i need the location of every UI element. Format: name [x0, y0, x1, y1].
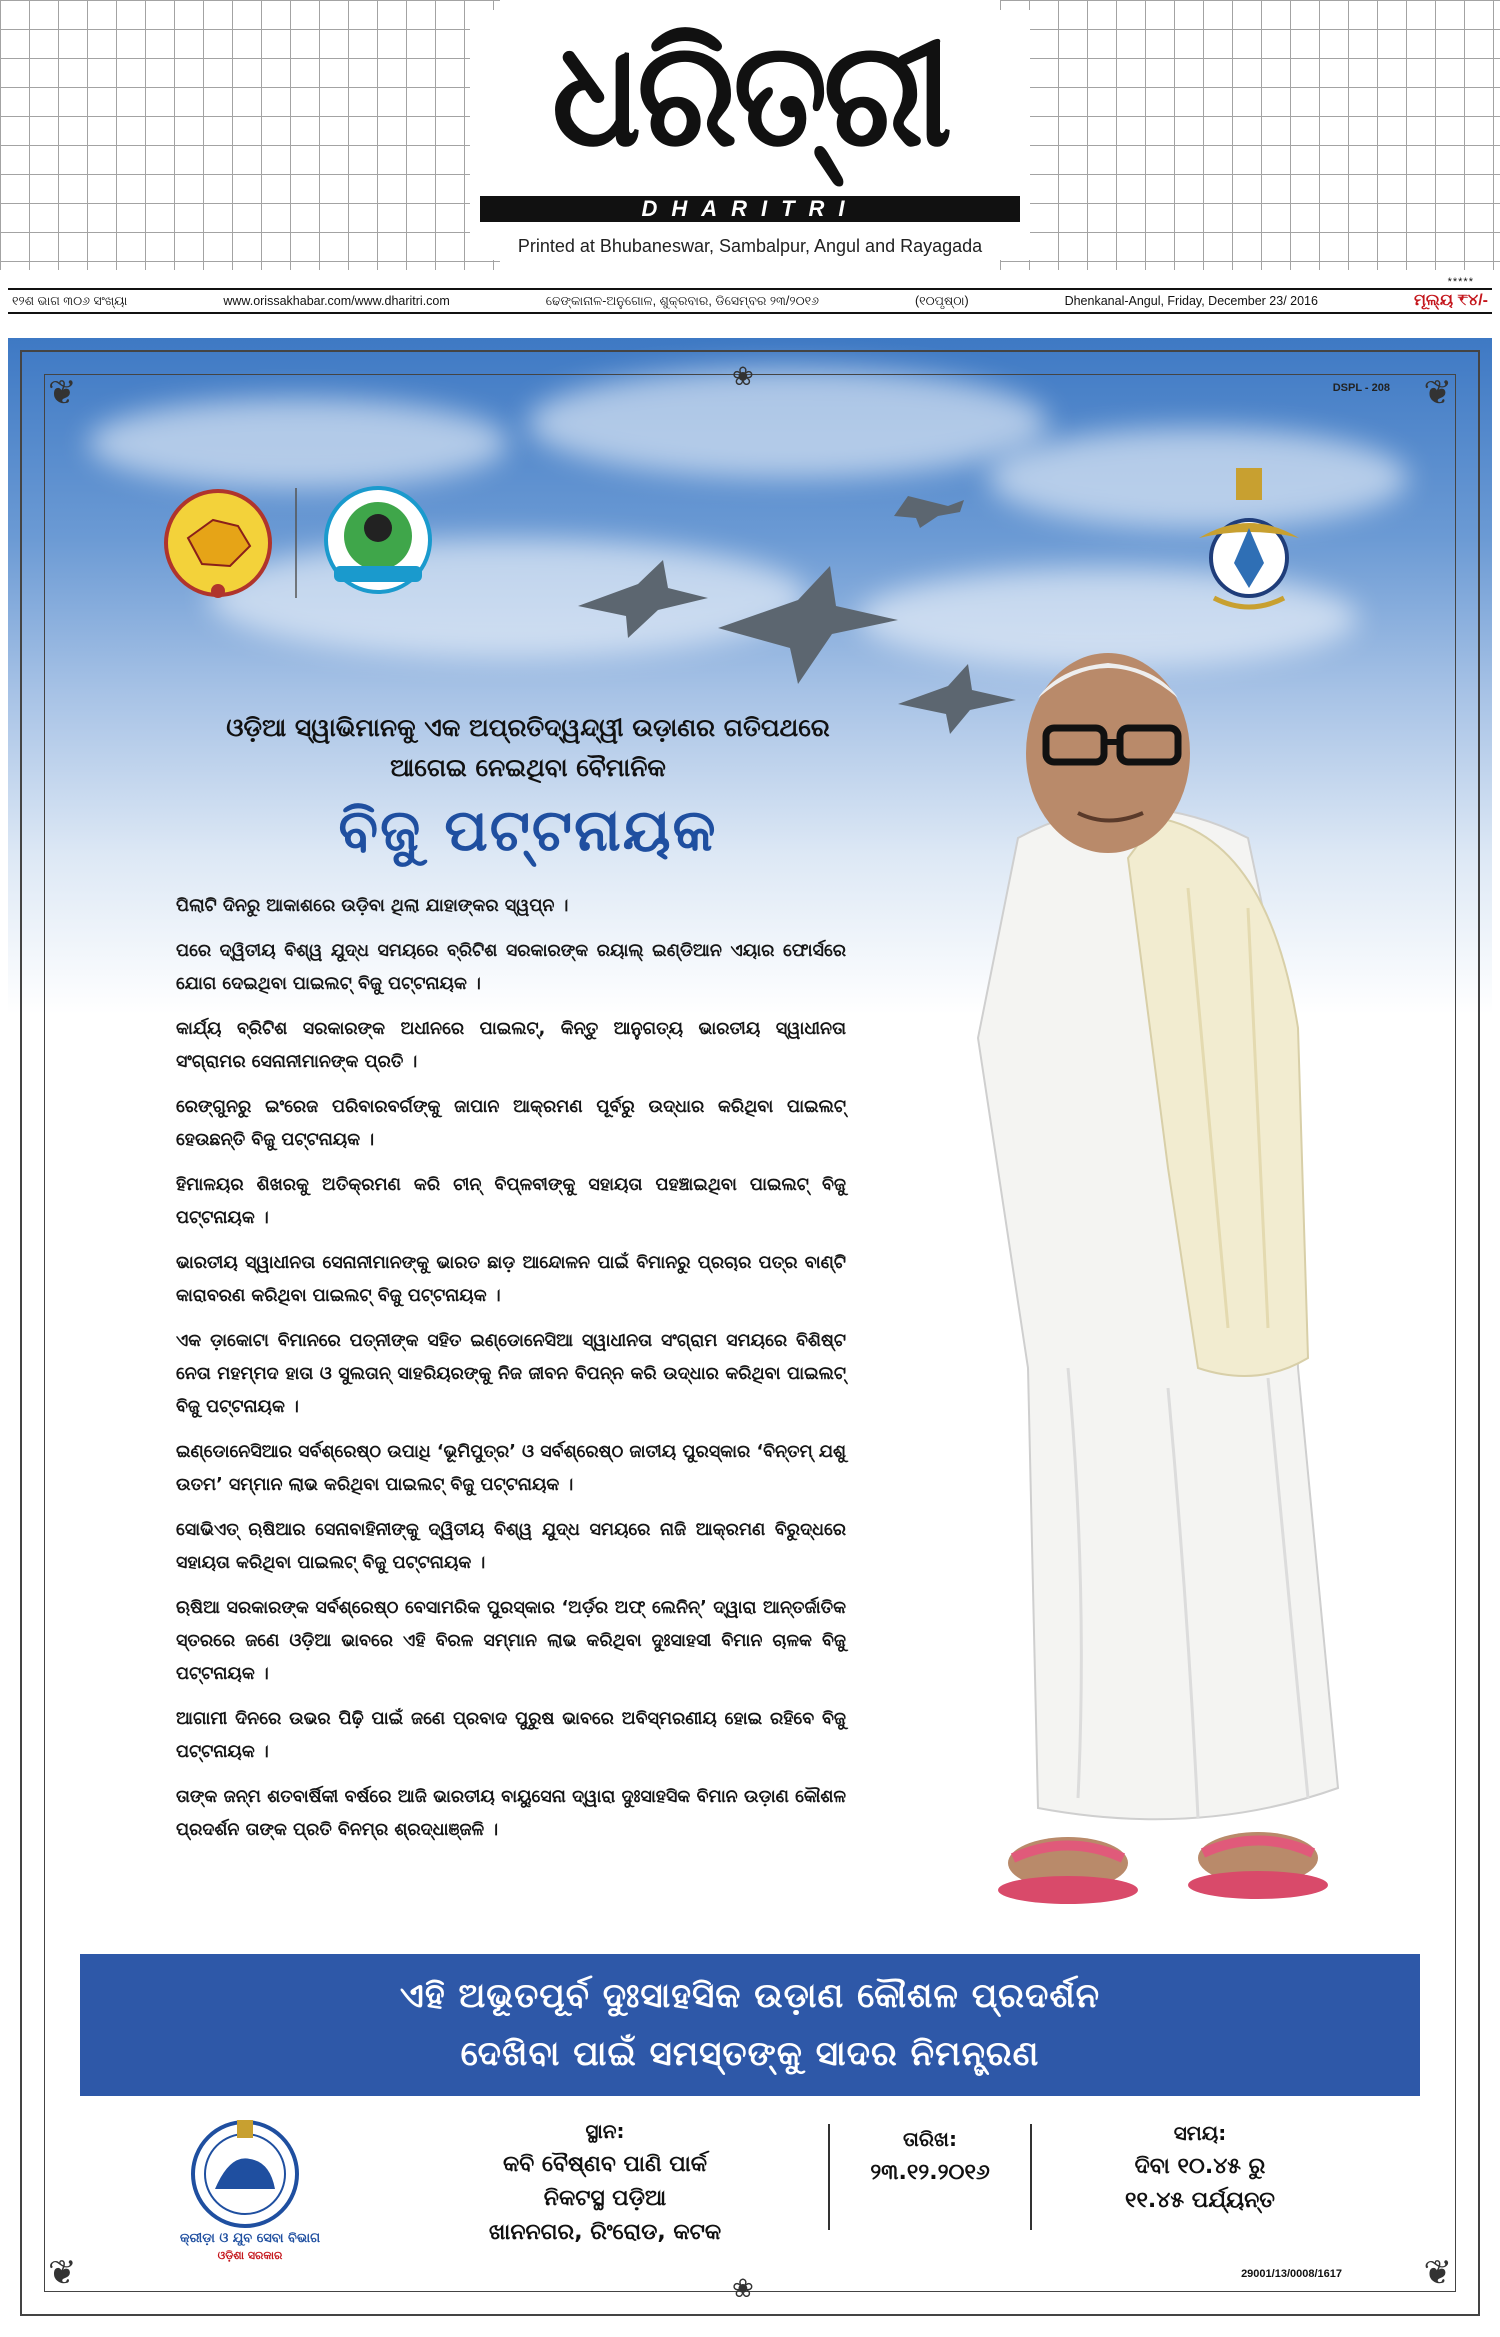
masthead-grid-right: [1000, 0, 1500, 270]
event-details: [80, 2114, 1420, 2264]
corner-ornament-icon: ❦: [48, 2253, 77, 2293]
headline-line-1: ଓଡ଼ିଆ ସ୍ୱାଭିମାନକୁ ଏକ ଅପ୍ରତିଦ୍ୱନ୍ଦ୍ୱୀ ଉଡ଼ାଣର ଗତିପଥରେ: [226, 713, 830, 742]
corner-ornament-icon: ❦: [48, 373, 77, 413]
printed-at-line: Printed at Bhubaneswar, Sambalpur, Angul and Rayagada: [517, 236, 983, 256]
body-paragraph: ତାଙ୍କ ଜନ୍ମ ଶତବାର୍ଷିକୀ ବର୍ଷରେ ଆଜି ଭାରତୀୟ ବାୟୁସେନା ଦ୍ୱାରା ଦୁଃସାହସିକ ବିମାନ ଉଡ଼ାଣ କୌଶଳ ପ୍ରଦର୍ଶନ ତାଙ୍କ ପ୍ରତି ବିନମ୍ର ଶ୍ରଦ୍ଧାଞ୍ଜଳି ।: [176, 1787, 846, 1840]
corner-ornament-icon: ❦: [1423, 373, 1452, 413]
body-paragraph: ପିଲାଟି ଦିନରୁ ଆକାଶରେ ଉଡ଼ିବା ଥିଲା ଯାହାଙ୍କର ସ୍ୱପ୍ନ ।: [176, 896, 569, 916]
corner-ornament-icon: ❦: [1423, 2253, 1452, 2293]
department-name: କ୍ରୀଡ଼ା ଓ ଯୁବ ସେବା ବିଭାଗ: [179, 2231, 321, 2246]
masthead: [0, 0, 1500, 270]
banner-line-2: ଦେଖିବା ପାଇଁ ସମସ୍ତଙ୍କୁ ସାଦର ନିମନ୍ତ୍ରଣ: [460, 2034, 1040, 2074]
divider: [1030, 2124, 1032, 2230]
fighter-jet-icon: [578, 560, 708, 638]
top-ornament-icon: ❀: [732, 362, 754, 392]
body-paragraph: ଋଷିଆ ସରକାରଙ୍କ ସର୍ବଶ୍ରେଷ୍ଠ ବେସାମରିକ ପୁରସ୍କାର ‘ଅର୍ଡ଼ର ଅଫ୍ ଲେନିନ୍’ ଦ୍ୱାରା ଆନ୍ତର୍ଜାତିକ ସ୍ତରରେ ଜଣେ ଓଡ଼ିଆ ଭାବରେ ଏହି ବିରଳ ସମ୍ମାନ ଲାଭ କରିଥିବା ଦୁଃସାହସୀ ବିମାନ ଚାଳକ ବିଜୁ ପଟ୍ଟନାୟକ ।: [176, 1598, 846, 1684]
divider: [828, 2124, 830, 2230]
odia-dateline: ଢେଙ୍କାନାଳ-ଅନୁଗୋଳ, ଶୁକ୍ରବାର, ଡିସେମ୍ବର ୨୩/୨୦୧୬: [545, 293, 819, 308]
date-value: ୨୩.୧୨.୨୦୧୬: [870, 2160, 990, 2185]
body-paragraph: କାର୍ଯ୍ୟ ବ୍ରିଟିଶ ସରକାରଙ୍କ ଅଧୀନରେ ପାଇଲଟ୍, କିନ୍ତୁ ଆନୁଗତ୍ୟ ଭାରତୀୟ ସ୍ୱାଧୀନତା ସଂଗ୍ରାମର ସେନାନୀମାନଙ୍କ ପ୍ରତି ।: [176, 1019, 846, 1072]
newspaper-logo-english: DHARITRI: [480, 196, 1020, 222]
centenary-logos: [158, 478, 448, 608]
body-paragraph: ଭାରତୀୟ ସ୍ୱାଧୀନତା ସେନାନୀମାନଙ୍କୁ ଭାରତ ଛାଡ଼ ଆନ୍ଦୋଳନ ପାଇଁ ବିମାନରୁ ପ୍ରଚାର ପତ୍ର ବାଣ୍ଟି କାରାବରଣ କରିଥିବା ପାଇଲଟ୍ ବିଜୁ ପଟ୍ଟନାୟକ ।: [176, 1253, 846, 1306]
odisha-map-logo-icon: [166, 491, 270, 598]
venue-line-3: ଖାନନଗର, ରିଂରୋଡ, କଟକ: [488, 2220, 722, 2245]
venue-label: ସ୍ଥାନ:: [585, 2119, 625, 2143]
invitation-banner: [80, 1954, 1420, 2096]
fighter-jet-icon: [894, 496, 964, 528]
masthead-grid-left: [0, 0, 500, 270]
edition-stars: *****: [1447, 276, 1474, 288]
issue-number: ୧୨ଶ ଭାଗ ୩୦୬ ସଂଖ୍ୟା: [12, 293, 128, 308]
ad-headline: [108, 708, 948, 872]
body-paragraph: ହିମାଳୟର ଶିଖରକୁ ଅତିକ୍ରମଣ କରି ଚୀନ୍ ବିପ୍ଳବୀଙ୍କୁ ସହାୟତା ପହଞ୍ଚାଇଥିବା ପାଇଲଟ୍ ବିଜୁ ପଟ୍ଟନାୟକ ।: [176, 1175, 846, 1228]
headline-line-2: ଆଗେଇ ନେଇଥିବା ବୈମାନିକ: [390, 753, 666, 782]
time-line-1: ଦିବା ୧୦.୪୫ ରୁ: [1134, 2154, 1266, 2179]
advertisement: [8, 338, 1492, 2328]
page-count: (୧୦ପୃଷ୍ଠା): [914, 293, 969, 308]
body-paragraph: ପରେ ଦ୍ୱିତୀୟ ବିଶ୍ୱ ଯୁଦ୍ଧ ସମୟରେ ବ୍ରିଟିଶ ସରକାରଙ୍କ ରୟାଲ୍ ଇଣ୍ଡିଆନ ଏୟାର ଫୋର୍ସରେ ଯୋଗ ଦେଇଥିବା ପାଇଲଟ୍ ବିଜୁ ପଟ୍ଟନାୟକ ।: [176, 941, 846, 994]
english-dateline: Dhenkanal-Angul, Friday, December 23/ 2016: [1064, 294, 1318, 308]
venue-block: [400, 2114, 810, 2250]
biju-centenary-logo-icon: [326, 488, 430, 592]
body-paragraph: ଆଗାମୀ ଦିନରେ ଉଭର ପିଢ଼ି ପାଇଁ ଜଣେ ପ୍ରବାଦ ପୁରୁଷ ଭାବରେ ଅବିସ୍ମରଣୀୟ ହୋଇ ରହିବେ ବିଜୁ ପଟ୍ଟନାୟକ ।: [176, 1709, 846, 1762]
date-block: [850, 2122, 1010, 2190]
body-paragraph: ରେଙ୍ଗୁନରୁ ଇଂରେଜ ପରିବାରବର୍ଗଙ୍କୁ ଜାପାନ ଆକ୍ରମଣ ପୂର୍ବରୁ ଉଦ୍ଧାର କରିଥିବା ପାଇଲଟ୍ ହେଉଛନ୍ତି ବିଜୁ ପଟ୍ଟନାୟକ ।: [176, 1097, 846, 1150]
honoree-name: ବିଜୁ ପଟ୍ଟନାୟକ: [338, 796, 718, 864]
body-paragraph: ଇଣ୍ଡୋନେସିଆର ସର୍ବଶ୍ରେଷ୍ଠ ଉପାଧି ‘ଭୂମିପୁତ୍ର’ ଓ ସର୍ବଶ୍ରେଷ୍ଠ ଜାତୀୟ ପୁରସ୍କାର ‘ବିନ୍ତମ୍ ଯଶୁ ଉତମ’ ସମ୍ମାନ ଲାଭ କରିଥିବା ପାଇଲଟ୍ ବିଜୁ ପଟ୍ଟନାୟକ ।: [176, 1442, 846, 1495]
air-force-emblem-icon: [1194, 468, 1304, 618]
time-block: [1035, 2116, 1365, 2218]
department-government: ଓଡ଼ିଶା ସରକାର: [217, 2249, 283, 2262]
newspaper-title-block: [470, 10, 1030, 260]
time-label: ସମୟ:: [1173, 2121, 1227, 2145]
body-paragraph: ଏକ ଡ଼ାକୋଟା ବିମାନରେ ପତ୍ନୀଙ୍କ ସହିତ ଇଣ୍ଡୋନେସିଆ ସ୍ୱାଧୀନତା ସଂଗ୍ରାମ ସମୟରେ ବିଶିଷ୍ଟ ନେତା ମହମ୍ମଦ ହାତା ଓ ସୁଲତାନ୍ ସାହରିୟରଙ୍କୁ ନିଜ ଜୀବନ ବିପନ୍ନ କରି ଉଦ୍ଧାର କରିଥିବା ପାଇଲଟ୍ ବିଜୁ ପଟ୍ଟନାୟକ ।: [176, 1331, 846, 1417]
ad-code: DSPL - 208: [1332, 382, 1390, 394]
ad-body-text: [176, 890, 846, 1859]
footer-code: 29001/13/0008/1617: [1241, 2268, 1342, 2280]
venue-line-2: ନିକଟସ୍ଥ ପଡ଼ିଆ: [543, 2186, 667, 2211]
date-label: ତାରିଖ:: [902, 2127, 958, 2151]
bottom-ornament-icon: ❀: [732, 2274, 754, 2304]
department-label: [140, 2230, 360, 2264]
biju-patnaik-portrait: [868, 608, 1388, 1928]
banner-line-1: ଏହି ଅଭୂତପୂର୍ବ ଦୁଃସାହସିକ ଉଡ଼ାଣ କୌଶଳ ପ୍ରଦର୍ଶନ: [399, 1976, 1101, 2016]
time-line-2: ୧୧.୪୫ ପର୍ଯ୍ୟନ୍ତ: [1125, 2188, 1275, 2213]
price-label: ମୂଲ୍ୟ ₹୪/-: [1413, 292, 1488, 309]
newspaper-logo-odia: ଧରିତ୍ରୀ: [551, 10, 949, 180]
website-link[interactable]: www.orissakhabar.com/www.dharitri.com: [223, 294, 450, 308]
date-strip: [8, 288, 1492, 314]
venue-line-1: କବି ବୈଷ୍ଣବ ପାଣି ପାର୍କ: [503, 2152, 707, 2177]
body-paragraph: ସୋଭିଏତ୍ ଋଷିଆର ସେନାବାହିନୀଙ୍କୁ ଦ୍ୱିତୀୟ ବିଶ୍ୱ ଯୁଦ୍ଧ ସମୟରେ ନାଜି ଆକ୍ରମଣ ବିରୁଦ୍ଧରେ ସହାୟତା କରିଥିବା ପାଇଲଟ୍ ବିଜୁ ପଟ୍ଟନାୟକ ।: [176, 1520, 846, 1573]
